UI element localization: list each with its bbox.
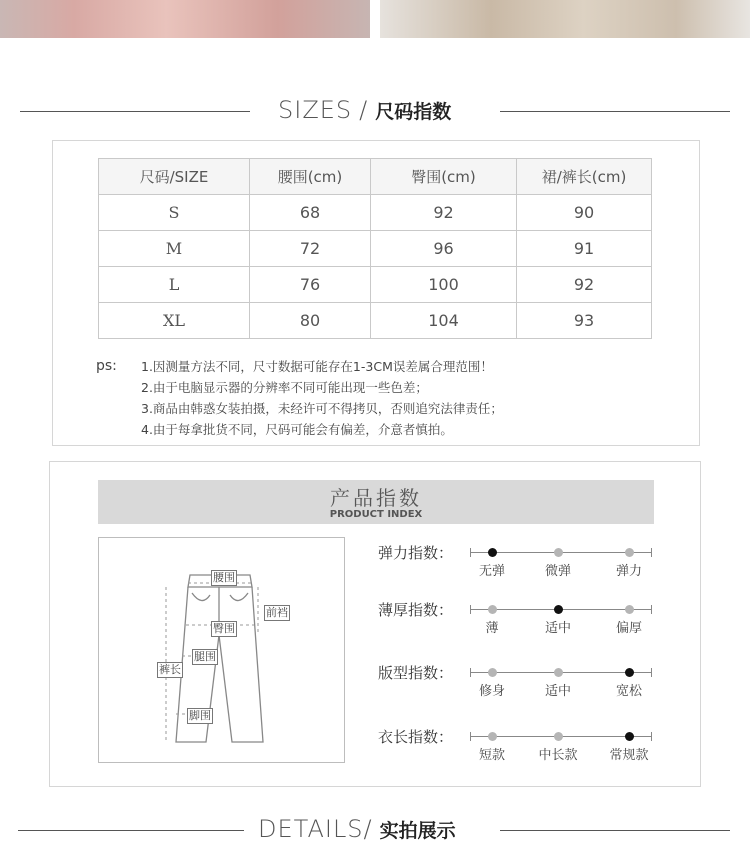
scale-end-tick — [651, 605, 652, 614]
scale-end-tick — [651, 732, 652, 741]
table-header-cell: 尺码/SIZE — [99, 159, 250, 195]
scale-dot — [488, 668, 497, 677]
scale-dot — [488, 732, 497, 741]
scale-option-label: 无弹 — [478, 564, 505, 579]
size-table — [98, 158, 652, 339]
sizes-heading-cn: 尺码指数 — [375, 101, 452, 123]
scale-label: 薄厚指数： — [378, 601, 454, 619]
scale-dot — [554, 668, 563, 677]
scale-option-label: 宽松 — [615, 684, 642, 699]
scale-dot — [625, 605, 634, 614]
scale-label: 弹力指数： — [378, 544, 454, 562]
scale-option-label: 适中 — [544, 684, 571, 699]
diagram-label-hip: 臀围 — [213, 622, 235, 635]
scale-option-label: 微弹 — [544, 564, 571, 579]
table-cell: 104 — [371, 303, 517, 339]
scale-label: 版型指数： — [378, 664, 454, 682]
table-header-cell: 臀围(cm) — [371, 159, 517, 195]
scale-option-label: 常规款 — [609, 748, 649, 763]
scale-option-label: 适中 — [544, 621, 571, 636]
scale-dot-selected — [625, 668, 634, 677]
scale-option-label: 修身 — [478, 684, 505, 699]
table-cell: L — [99, 267, 250, 303]
sizes-heading — [278, 96, 451, 124]
table-cell: 92 — [371, 195, 517, 231]
table-row — [99, 267, 652, 303]
product-index-title: 产品指数 — [330, 486, 422, 510]
details-heading — [258, 815, 456, 843]
details-divider-right — [500, 830, 730, 831]
diagram-label-waist: 腰围 — [213, 571, 235, 584]
diagram-label-thigh: 腿围 — [194, 650, 216, 663]
table-cell: XL — [99, 303, 250, 339]
table-cell: 100 — [371, 267, 517, 303]
table-header-cell: 裙/裤长(cm) — [517, 159, 652, 195]
note-line: 3.商品由韩惑女装拍摄，未经许可不得拷贝，否则追究法律责任； — [141, 401, 503, 416]
table-row — [99, 231, 652, 267]
table-cell: 91 — [517, 231, 652, 267]
product-photo-right — [380, 0, 750, 38]
scale-dot — [554, 548, 563, 557]
diagram-label-hem: 脚围 — [189, 709, 211, 722]
details-heading-cn: 实拍展示 — [379, 820, 456, 842]
table-cell: M — [99, 231, 250, 267]
scale-dot — [488, 605, 497, 614]
notes-prefix: ps: — [96, 358, 117, 374]
scale-end-tick — [470, 605, 471, 614]
diagram-label-front-rise: 前裆 — [266, 606, 288, 619]
table-header-row — [99, 159, 652, 195]
details-heading-en: DETAILS — [258, 815, 364, 843]
note-line: 2.由于电脑显示器的分辨率不同可能出现一些色差； — [141, 380, 428, 395]
note-line: 1.因测量方法不同，尺寸数据可能存在1-3CM误差属合理范围！ — [141, 359, 493, 374]
scale-end-tick — [470, 548, 471, 557]
product-photo-left — [0, 0, 370, 38]
table-cell: 68 — [250, 195, 371, 231]
table-cell: 80 — [250, 303, 371, 339]
table-row — [99, 195, 652, 231]
scale-dot-selected — [488, 548, 497, 557]
heading-divider-left — [20, 111, 250, 112]
scale-option-label: 弹力 — [615, 564, 642, 579]
scale-label: 衣长指数： — [378, 728, 454, 746]
product-index-banner — [98, 480, 654, 524]
table-row — [99, 303, 652, 339]
details-divider-left — [18, 830, 244, 831]
sizes-heading-en: SIZES — [278, 96, 353, 124]
scale-option-label: 偏厚 — [615, 621, 642, 636]
table-cell: 90 — [517, 195, 652, 231]
table-cell: 72 — [250, 231, 371, 267]
note-line: 4.由于每拿批货不同，尺码可能会有偏差，介意者慎拍。 — [141, 422, 453, 437]
scale-option-label: 短款 — [478, 748, 505, 763]
scale-option-label: 薄 — [485, 621, 499, 636]
sizes-heading-sep: / — [359, 96, 369, 124]
scale-end-tick — [470, 668, 471, 677]
scale-dot-selected — [554, 605, 563, 614]
scale-end-tick — [470, 732, 471, 741]
table-cell: 92 — [517, 267, 652, 303]
diagram-label-length: 裤长 — [159, 663, 181, 676]
table-cell: S — [99, 195, 250, 231]
table-cell: 96 — [371, 231, 517, 267]
scale-dot — [625, 548, 634, 557]
scale-end-tick — [651, 668, 652, 677]
scale-option-label: 中长款 — [538, 748, 578, 763]
table-cell: 93 — [517, 303, 652, 339]
table-header-cell: 腰围(cm) — [250, 159, 371, 195]
scale-dot — [554, 732, 563, 741]
heading-divider-right — [500, 111, 730, 112]
table-cell: 76 — [250, 267, 371, 303]
details-heading-sep: / — [363, 815, 373, 843]
product-index-subtitle: PRODUCT INDEX — [329, 509, 423, 520]
scale-dot-selected — [625, 732, 634, 741]
scale-end-tick — [651, 548, 652, 557]
